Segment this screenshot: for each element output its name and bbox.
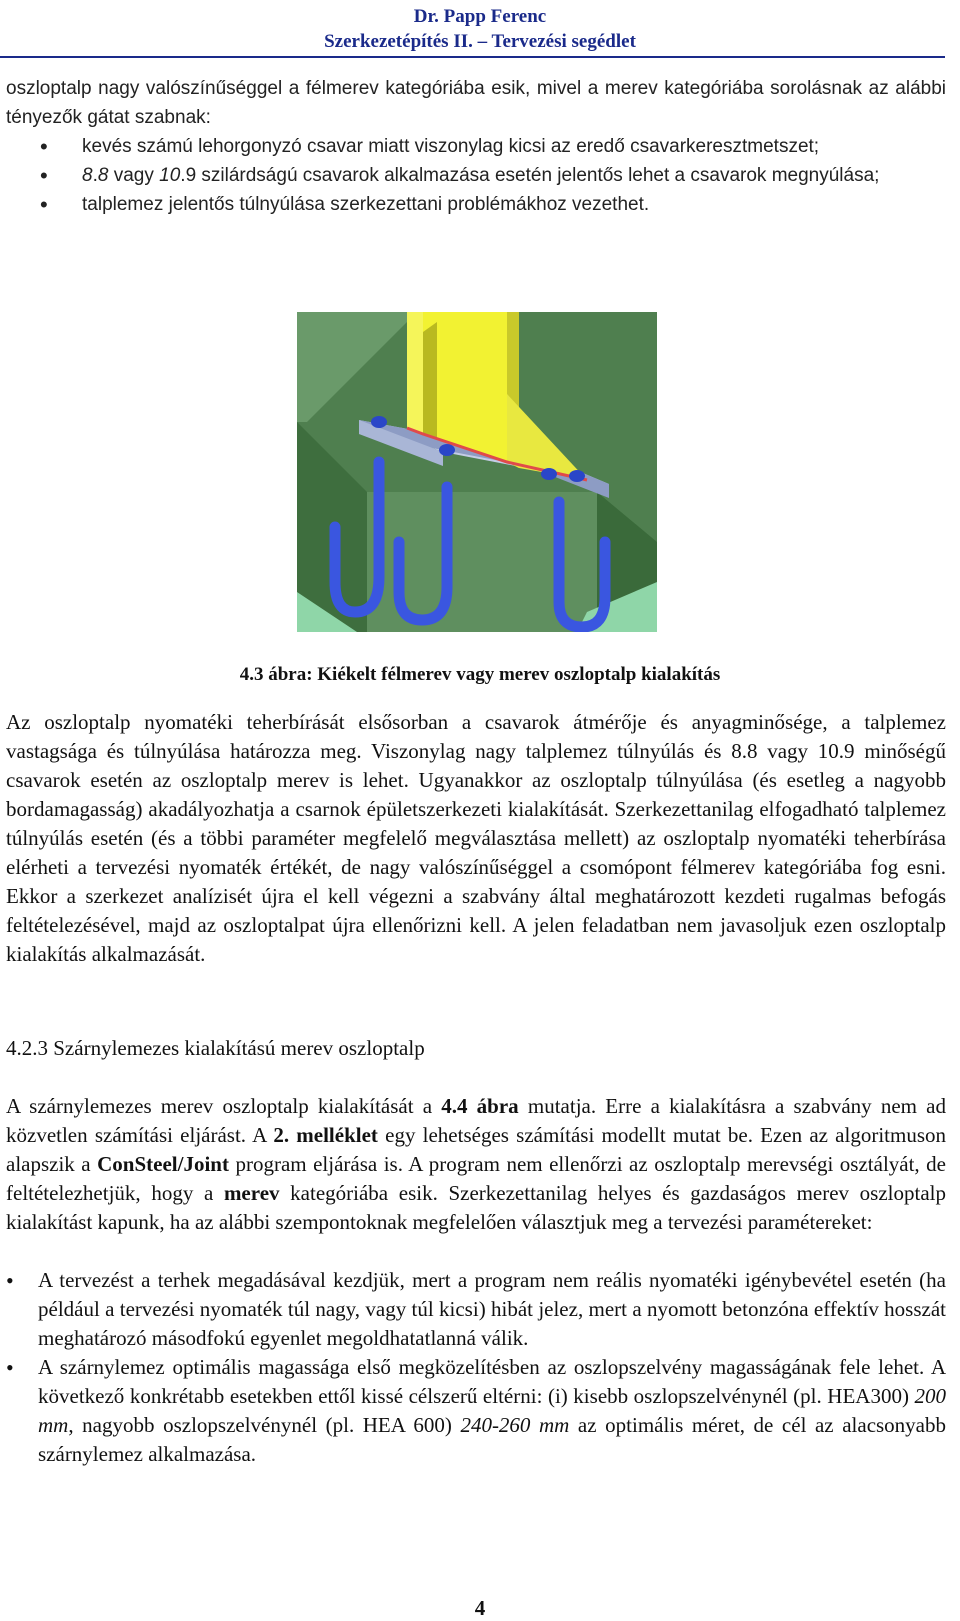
intro-bullet-3-text: talplemez jelentős túlnyúlása szerkezettani problémákhoz vezethet.: [82, 194, 650, 215]
bolt-grade-8-dot: .: [92, 165, 98, 186]
bolt-head-3: [541, 468, 557, 480]
figure-caption: 4.3 ábra: Kiékelt félmerev vagy merev oszloptalp kialakítás: [239, 664, 721, 685]
p2-text-5: kategóriába esik. Szerkezettanilag helyes és gazdaságos merev oszloptalp kialakítást kapunk, ha az alábbi szempontoknak megfelelően választjuk meg a tervezési paramétereket:: [6, 1181, 946, 1234]
guideline-item-2-text-3: az optimális méret, de cél az alacsonyabb szárnylemez alkalmazása.: [38, 1413, 947, 1466]
p2-rigid-term: merev: [223, 1181, 280, 1205]
intro-bullet-2-rest: 9 szilárdságú csavarok alkalmazása esetén jelentős lehet a csavarok megnyúlása;: [185, 165, 880, 186]
guideline-item-1-text: A tervezést a terhek megadásával kezdjük, mert a program nem reális nyomatéki igénybevétel esetén (ha például a tervezési nyomaték túl nagy, vagy túl kicsi) hibát jelez, mert a nyomott betonzóna effektív hosszát meghatározó másodfokú egyenlet megoldhatatlanná válik.: [38, 1268, 946, 1350]
page-number: 4: [474, 1596, 486, 1620]
intro-bullet-1: [6, 132, 946, 161]
bolt-head-2: [439, 444, 455, 456]
body-paragraph-1: Az oszloptalp nyomatéki teherbírását elsősorban a csavarok átmérője és anyagminősége, a talplemez vastagsága és túlnyúlása határozza meg. Viszonylag nagy talplemez túlnyúlás és 8.8 vagy 10.9 minőségű csavarok esetén az oszloptalp merev is lehet. Ugyanakkor az oszloptalp túlnyúlása (és esetleg a nagyobb bordamagasság) akadályozhatja a csarnok épületszerkezeti kialakítását. Szerkezettanilag elfogadható talplemez túlnyúlás esetén (és a többi paraméter megfelelő megválasztása mellett) az oszloptalp nyomatéki teherbírása elérheti a tervezési nyomaték értékét, de nagy valószínűséggel a csomópont félmerev kategóriába fog esni. Ekkor a szerkezet analízisét újra el kell végezni a szabvány által meghatározott kezdeti rugalmas befogás feltételezésével, majd az oszloptalpat újra ellenőrizni kell. A jelen feladatban nem javasoljuk ezen oszloptalp kialakítás alkalmazását.: [6, 710, 946, 966]
bolt-head-4: [569, 470, 585, 482]
column-base-illustration: [297, 312, 657, 632]
intro-section: [6, 74, 946, 219]
bolt-head-1: [371, 416, 387, 428]
p2-appendix-ref: 2. melléklet: [273, 1123, 378, 1147]
guideline-item-2-size-small: 200 mm: [38, 1384, 946, 1437]
section-heading: 4.2.3 Szárnylemezes kialakítású merev oszloptalp: [6, 1036, 425, 1060]
intro-bullet-1-text: kevés számú lehorgonyzó csavar miatt viszonylag kicsi az eredő csavarkeresztmetszet;: [82, 136, 820, 157]
bolt-grade-10-dot: .: [180, 165, 186, 186]
column-base-figure: [297, 312, 657, 632]
bolt-grade-10-whole: 10: [159, 165, 181, 186]
header-course: Szerkezetépítés II. – Tervezési segédlet: [324, 31, 636, 52]
page-header: [0, 4, 960, 54]
p2-text-1: A szárnylemezes merev oszloptalp kialakítását a: [6, 1094, 442, 1118]
bolt-grade-8-frac: 8: [97, 165, 109, 186]
header-rule: [0, 56, 945, 58]
intro-bullet-2: [6, 161, 946, 190]
p2-figure-ref: 4.4 ábra: [441, 1094, 519, 1118]
intro-bullet-3: [6, 190, 946, 219]
header-author: Dr. Papp Ferenc: [413, 6, 547, 27]
intro-bullet-list: [6, 132, 946, 219]
p2-text-2: mutatja. Erre a kialakításra a szabvány nem ad közvetlen számítási eljárást. A: [6, 1094, 947, 1147]
bolt-grade-8-whole: 8: [82, 165, 93, 186]
design-guideline-list: [6, 1266, 946, 1469]
guideline-item-2-size-large: 240-260 mm: [460, 1413, 570, 1437]
guideline-item-1: [6, 1266, 946, 1353]
guideline-item-2: [6, 1353, 946, 1469]
p2-program-name: ConSteel/Joint: [97, 1152, 229, 1176]
column-shadow: [423, 322, 437, 438]
guideline-item-2-text-2: , nagyobb oszlopszelvénynél (pl. HEA 600): [68, 1413, 461, 1437]
p2-text-4: program eljárása is. A program nem ellenőrzi az oszloptalp merevségi osztályát, de feltételezhetjük, hogy a: [6, 1152, 947, 1205]
guideline-item-2-text-1: A szárnylemez optimális magassága első megközelítésben az oszlopszelvény magasságának fele lehet. A következő konkrétabb esetekben ettől kissé célszerű eltérni: (i) kisebb oszlopszelvénynél (pl. HEA300): [38, 1355, 946, 1408]
body-paragraph-2: [6, 1092, 946, 1237]
intro-paragraph: oszloptalp nagy valószínűséggel a félmerev kategóriába esik, mivel a merev kategóriába sorolásnak az alábbi tényezők gátat szabnak:: [6, 78, 946, 128]
bolt-grade-or: vagy: [108, 165, 160, 186]
p2-text-3: egy lehetséges számítási modellt mutat be. Ezen az algoritmuson alapszik a: [6, 1123, 946, 1176]
column-flange-front: [407, 312, 423, 434]
